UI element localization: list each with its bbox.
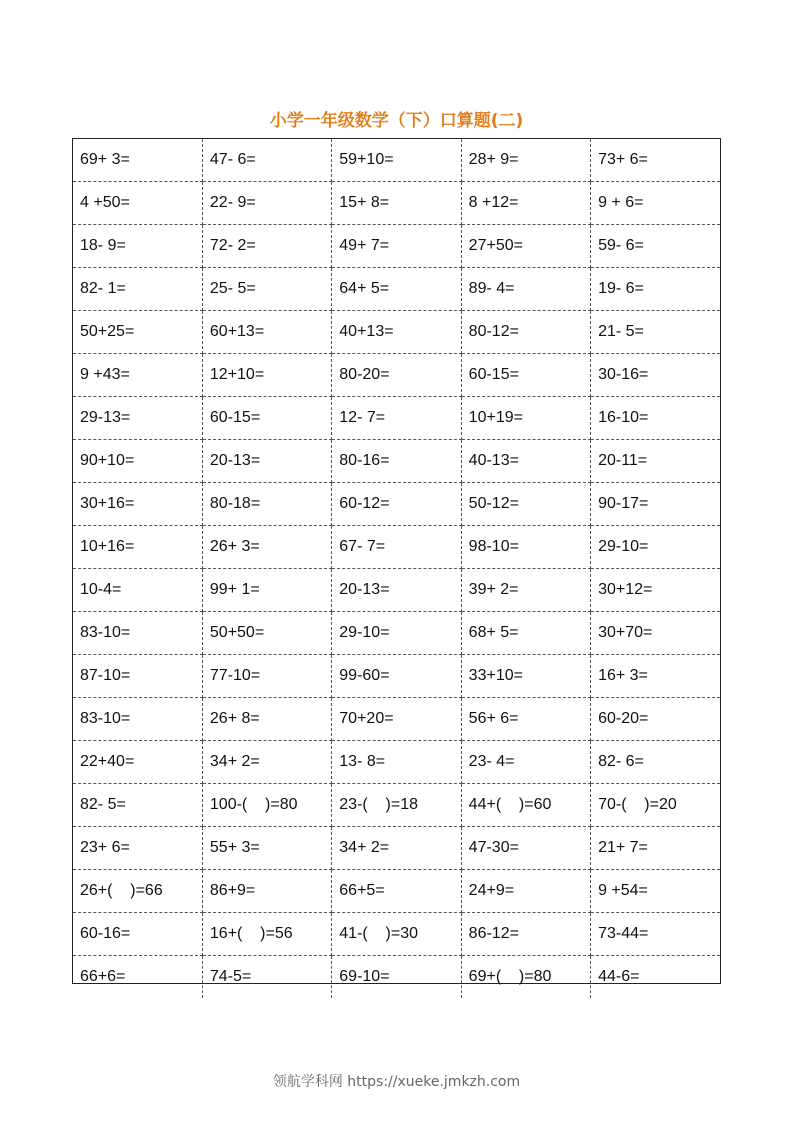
problem-cell: 9 +54= xyxy=(591,870,720,913)
footer-watermark: 领航学科网 https://xueke.jmkzh.com xyxy=(272,1074,521,1090)
problem-cell: 15+ 8= xyxy=(332,182,461,225)
problem-cell: 20-13= xyxy=(202,440,331,483)
problem-cell: 22+40= xyxy=(73,741,202,784)
problem-cell: 59+10= xyxy=(332,139,461,182)
problem-cell: 34+ 2= xyxy=(332,827,461,870)
problem-cell: 82- 5= xyxy=(73,784,202,827)
problem-cell: 28+ 9= xyxy=(461,139,590,182)
problem-cell: 26+( )=66 xyxy=(73,870,202,913)
problem-cell: 55+ 3= xyxy=(202,827,331,870)
problem-cell: 100-( )=80 xyxy=(202,784,331,827)
problem-row xyxy=(73,870,720,913)
problem-cell: 60-20= xyxy=(591,698,720,741)
problem-cell: 99-60= xyxy=(332,655,461,698)
problem-cell: 82- 1= xyxy=(73,268,202,311)
problem-cell: 60-15= xyxy=(202,397,331,440)
problem-cell: 16-10= xyxy=(591,397,720,440)
problem-grid xyxy=(72,138,721,984)
problem-cell: 23-( )=18 xyxy=(332,784,461,827)
problem-cell: 30+12= xyxy=(591,569,720,612)
problem-cell: 60-16= xyxy=(73,913,202,956)
problem-cell: 29-10= xyxy=(332,612,461,655)
problem-cell: 72- 2= xyxy=(202,225,331,268)
problem-cell: 49+ 7= xyxy=(332,225,461,268)
problem-cell: 59- 6= xyxy=(591,225,720,268)
problem-row xyxy=(73,225,720,268)
problem-cell: 68+ 5= xyxy=(461,612,590,655)
problem-cell: 73-44= xyxy=(591,913,720,956)
problem-cell: 90+10= xyxy=(73,440,202,483)
problem-row xyxy=(73,268,720,311)
problem-cell: 74-5= xyxy=(202,956,331,999)
problem-row xyxy=(73,311,720,354)
problem-cell: 77-10= xyxy=(202,655,331,698)
problem-cell: 64+ 5= xyxy=(332,268,461,311)
problem-cell: 60-15= xyxy=(461,354,590,397)
problem-cell: 86+9= xyxy=(202,870,331,913)
problem-table-body xyxy=(73,139,720,998)
problem-cell: 67- 7= xyxy=(332,526,461,569)
problem-cell: 34+ 2= xyxy=(202,741,331,784)
problem-cell: 98-10= xyxy=(461,526,590,569)
problem-cell: 16+ 3= xyxy=(591,655,720,698)
problem-row xyxy=(73,655,720,698)
problem-cell: 33+10= xyxy=(461,655,590,698)
problem-cell: 8 +12= xyxy=(461,182,590,225)
problem-cell: 10+16= xyxy=(73,526,202,569)
problem-cell: 73+ 6= xyxy=(591,139,720,182)
problem-cell: 56+ 6= xyxy=(461,698,590,741)
problem-cell: 41-( )=30 xyxy=(332,913,461,956)
problem-cell: 12+10= xyxy=(202,354,331,397)
problem-cell: 50+25= xyxy=(73,311,202,354)
problem-table xyxy=(73,139,720,998)
problem-cell: 50-12= xyxy=(461,483,590,526)
problem-cell: 9 + 6= xyxy=(591,182,720,225)
problem-cell: 20-11= xyxy=(591,440,720,483)
problem-row xyxy=(73,526,720,569)
problem-cell: 86-12= xyxy=(461,913,590,956)
problem-cell: 66+5= xyxy=(332,870,461,913)
problem-cell: 70-( )=20 xyxy=(591,784,720,827)
problem-cell: 70+20= xyxy=(332,698,461,741)
problem-cell: 23- 4= xyxy=(461,741,590,784)
problem-cell: 4 +50= xyxy=(73,182,202,225)
problem-cell: 30+16= xyxy=(73,483,202,526)
problem-row xyxy=(73,612,720,655)
problem-cell: 47-30= xyxy=(461,827,590,870)
problem-cell: 69+ 3= xyxy=(73,139,202,182)
problem-cell: 29-13= xyxy=(73,397,202,440)
problem-cell: 69+( )=80 xyxy=(461,956,590,999)
problem-cell: 44+( )=60 xyxy=(461,784,590,827)
problem-cell: 13- 8= xyxy=(332,741,461,784)
problem-cell: 44-6= xyxy=(598,968,640,985)
problem-row xyxy=(73,397,720,440)
problem-row xyxy=(73,569,720,612)
problem-cell: 89- 4= xyxy=(461,268,590,311)
problem-cell: 30+70= xyxy=(591,612,720,655)
problem-cell: 21+ 7= xyxy=(591,827,720,870)
problem-cell: 69-10= xyxy=(332,956,461,999)
page-title: 小学一年级数学（下）口算题(二) xyxy=(269,111,524,131)
problem-cell: 30-16= xyxy=(591,354,720,397)
problem-row xyxy=(73,182,720,225)
problem-cell: 23+ 6= xyxy=(73,827,202,870)
problem-cell: 66+6= xyxy=(73,956,202,999)
problem-row xyxy=(73,483,720,526)
problem-row xyxy=(73,698,720,741)
problem-cell: 24+9= xyxy=(461,870,590,913)
problem-cell: 10-4= xyxy=(73,569,202,612)
problem-cell: 20-13= xyxy=(332,569,461,612)
problem-row xyxy=(73,440,720,483)
problem-cell: 50+50= xyxy=(202,612,331,655)
problem-cell: 29-10= xyxy=(591,526,720,569)
problem-cell: 82- 6= xyxy=(591,741,720,784)
problem-row xyxy=(73,956,720,999)
problem-cell: 80-18= xyxy=(202,483,331,526)
problem-cell: 80-16= xyxy=(332,440,461,483)
problem-cell: 83-10= xyxy=(73,612,202,655)
problem-cell: 25- 5= xyxy=(202,268,331,311)
problem-cell: 26+ 3= xyxy=(202,526,331,569)
problem-cell: 10+19= xyxy=(461,397,590,440)
problem-cell: 60+13= xyxy=(202,311,331,354)
problem-row xyxy=(73,139,720,182)
problem-cell: 27+50= xyxy=(461,225,590,268)
problem-cell: 9 +43= xyxy=(73,354,202,397)
problem-cell: 18- 9= xyxy=(73,225,202,268)
problem-cell: 47- 6= xyxy=(202,139,331,182)
problem-cell: 90-17= xyxy=(591,483,720,526)
problem-row xyxy=(73,741,720,784)
problem-cell: 99+ 1= xyxy=(202,569,331,612)
problem-cell: 26+ 8= xyxy=(202,698,331,741)
problem-row xyxy=(73,784,720,827)
problem-cell: 80-12= xyxy=(461,311,590,354)
problem-cell: 22- 9= xyxy=(202,182,331,225)
problem-row xyxy=(73,827,720,870)
problem-cell: 12- 7= xyxy=(332,397,461,440)
problem-cell: 80-20= xyxy=(332,354,461,397)
problem-cell: 87-10= xyxy=(73,655,202,698)
problem-cell: 60-12= xyxy=(332,483,461,526)
problem-cell: 16+( )=56 xyxy=(202,913,331,956)
problem-cell: 83-10= xyxy=(73,698,202,741)
problem-cell: 40-13= xyxy=(461,440,590,483)
problem-row xyxy=(73,913,720,956)
problem-cell: 39+ 2= xyxy=(461,569,590,612)
problem-cell: 21- 5= xyxy=(591,311,720,354)
problem-cell: 40+13= xyxy=(332,311,461,354)
problem-cell: 19- 6= xyxy=(591,268,720,311)
problem-row xyxy=(73,354,720,397)
